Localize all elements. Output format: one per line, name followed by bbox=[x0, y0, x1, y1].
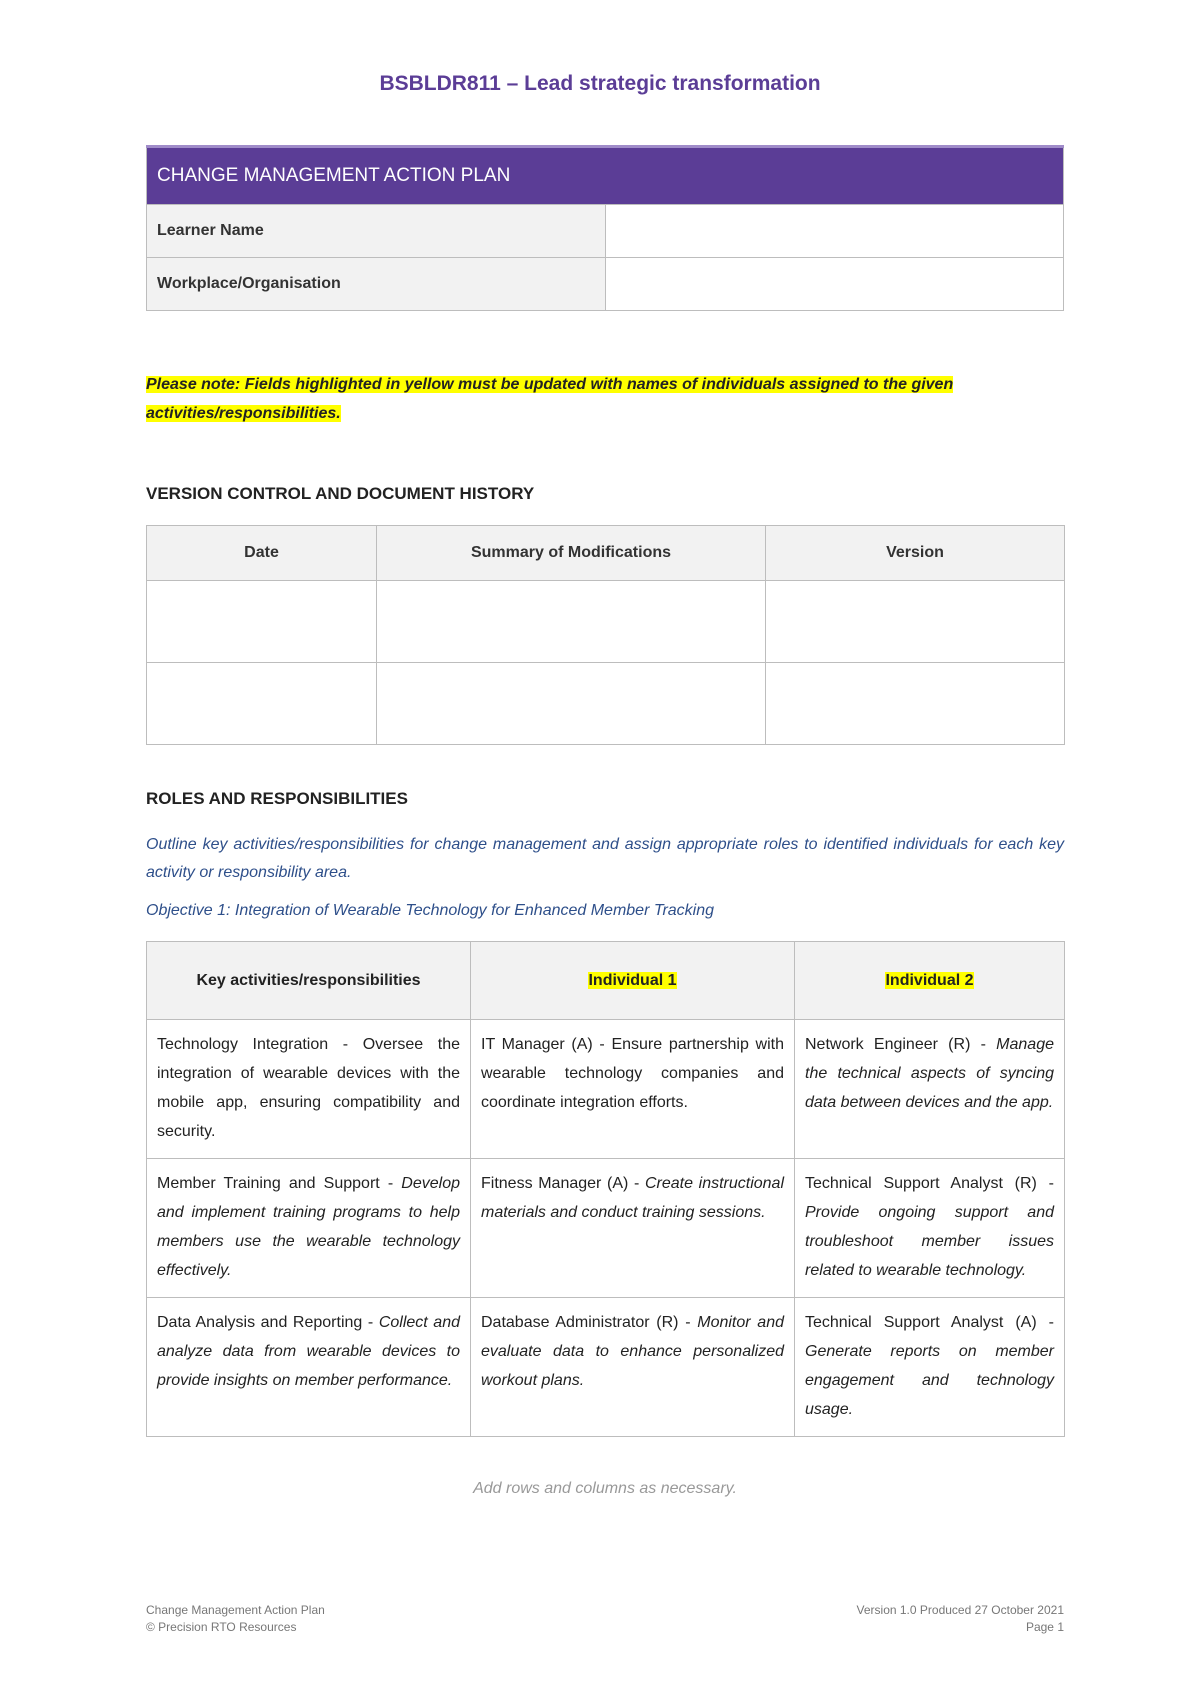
cell-lead-text: Database Administrator (R) - bbox=[481, 1314, 698, 1331]
cell-lead-text: Member Training and Support - bbox=[157, 1175, 402, 1192]
cell-desc-text: Manage the technical aspects of syncing data between devices and the app. bbox=[805, 1036, 1054, 1111]
cell-desc-text: Collect and analyze data from wearable devices to provide insights on member performance. bbox=[157, 1314, 460, 1389]
document-title: BSBLDR811 – Lead strategic transformation bbox=[379, 72, 821, 95]
rr-cell[interactable] bbox=[795, 1020, 1065, 1159]
footer-copyright: © Precision RTO Resources bbox=[146, 1620, 297, 1634]
learner-name-field[interactable] bbox=[605, 205, 1064, 258]
vc-column-version: Version bbox=[766, 526, 1065, 581]
cell-lead-text: Data Analysis and Reporting - bbox=[157, 1314, 379, 1331]
vc-cell[interactable] bbox=[766, 663, 1065, 745]
cell-lead-text: IT Manager (A) - Ensure partnership with wearable technology companies and coordinate integration efforts. bbox=[481, 1036, 784, 1111]
rr-cell[interactable] bbox=[471, 1020, 795, 1159]
cell-desc-text: Develop and implement training programs to help members use the wearable technology effectively. bbox=[157, 1175, 460, 1279]
highlight-note bbox=[146, 370, 1064, 428]
cell-desc-text: Monitor and evaluate data to enhance personalized workout plans. bbox=[481, 1314, 784, 1389]
version-control-heading: VERSION CONTROL AND DOCUMENT HISTORY bbox=[146, 484, 535, 503]
change-management-plan-table bbox=[146, 145, 1064, 311]
individual-2-label: Individual 2 bbox=[885, 971, 974, 989]
cell-lead-text: Technology Integration - Oversee the integration of wearable devices with the mobile app, ensuring compatibility and security. bbox=[157, 1036, 460, 1140]
rr-column-activities-label: Key activities/responsibilities bbox=[196, 971, 421, 989]
workplace-label: Workplace/Organisation bbox=[147, 258, 606, 311]
table-row bbox=[147, 663, 1065, 745]
table-row bbox=[147, 581, 1065, 663]
cell-lead-text: Fitness Manager (A) - bbox=[481, 1175, 645, 1192]
workplace-field[interactable] bbox=[605, 258, 1064, 311]
add-rows-note: Add rows and columns as necessary. bbox=[473, 1480, 737, 1497]
objective-title: Objective 1: Integration of Wearable Technology for Enhanced Member Tracking bbox=[146, 902, 715, 919]
rr-cell[interactable] bbox=[795, 1298, 1065, 1437]
table-row bbox=[147, 1298, 1065, 1437]
footer-version: Version 1.0 Produced 27 October 2021 bbox=[856, 1603, 1064, 1617]
rr-column-individual-1 bbox=[471, 942, 795, 1020]
vc-cell[interactable] bbox=[377, 581, 766, 663]
table-row bbox=[147, 1020, 1065, 1159]
cell-desc-text: Provide ongoing support and troubleshoot member issues related to wearable technology. bbox=[805, 1204, 1054, 1279]
footer-doc-name: Change Management Action Plan bbox=[146, 1603, 325, 1617]
cell-desc-text: Create instructional materials and conduct training sessions. bbox=[481, 1175, 785, 1221]
individual-1-label: Individual 1 bbox=[588, 971, 677, 989]
roles-heading: ROLES AND RESPONSIBILITIES bbox=[146, 789, 408, 808]
vc-cell[interactable] bbox=[766, 581, 1065, 663]
cell-lead-text: Technical Support Analyst (R) - bbox=[805, 1175, 1054, 1192]
vc-column-date: Date bbox=[147, 526, 377, 581]
vc-column-summary: Summary of Modifications bbox=[377, 526, 766, 581]
vc-cell[interactable] bbox=[147, 581, 377, 663]
plan-heading: CHANGE MANAGEMENT ACTION PLAN bbox=[147, 147, 1064, 205]
footer-page-number: Page 1 bbox=[1025, 1620, 1064, 1634]
roles-table bbox=[146, 941, 1065, 1437]
rr-cell[interactable] bbox=[147, 1159, 471, 1298]
table-row bbox=[147, 1159, 1065, 1298]
version-control-table bbox=[146, 525, 1065, 745]
rr-cell[interactable] bbox=[147, 1020, 471, 1159]
footer-left bbox=[146, 1602, 325, 1636]
rr-cell[interactable] bbox=[147, 1298, 471, 1437]
rr-cell[interactable] bbox=[795, 1159, 1065, 1298]
rr-column-activities bbox=[147, 942, 471, 1020]
highlight-note-text: Please note: Fields highlighted in yellow must be updated with names of individuals assigned to the given activities/responsibilities. bbox=[146, 376, 954, 422]
cell-lead-text: Technical Support Analyst (A) - bbox=[805, 1314, 1054, 1331]
rr-cell[interactable] bbox=[471, 1159, 795, 1298]
rr-cell[interactable] bbox=[471, 1298, 795, 1437]
cell-lead-text: Network Engineer (R) - bbox=[805, 1036, 997, 1053]
footer-right bbox=[857, 1602, 1064, 1636]
cell-desc-text: Generate reports on member engagement and technology usage. bbox=[805, 1343, 1054, 1418]
rr-column-individual-2 bbox=[795, 942, 1065, 1020]
roles-instruction: Outline key activities/responsibilities for change management and assign appropriate roles to identified individuals for each key activity or responsibility area. bbox=[146, 836, 1064, 881]
learner-name-label: Learner Name bbox=[147, 205, 606, 258]
vc-cell[interactable] bbox=[377, 663, 766, 745]
vc-cell[interactable] bbox=[147, 663, 377, 745]
